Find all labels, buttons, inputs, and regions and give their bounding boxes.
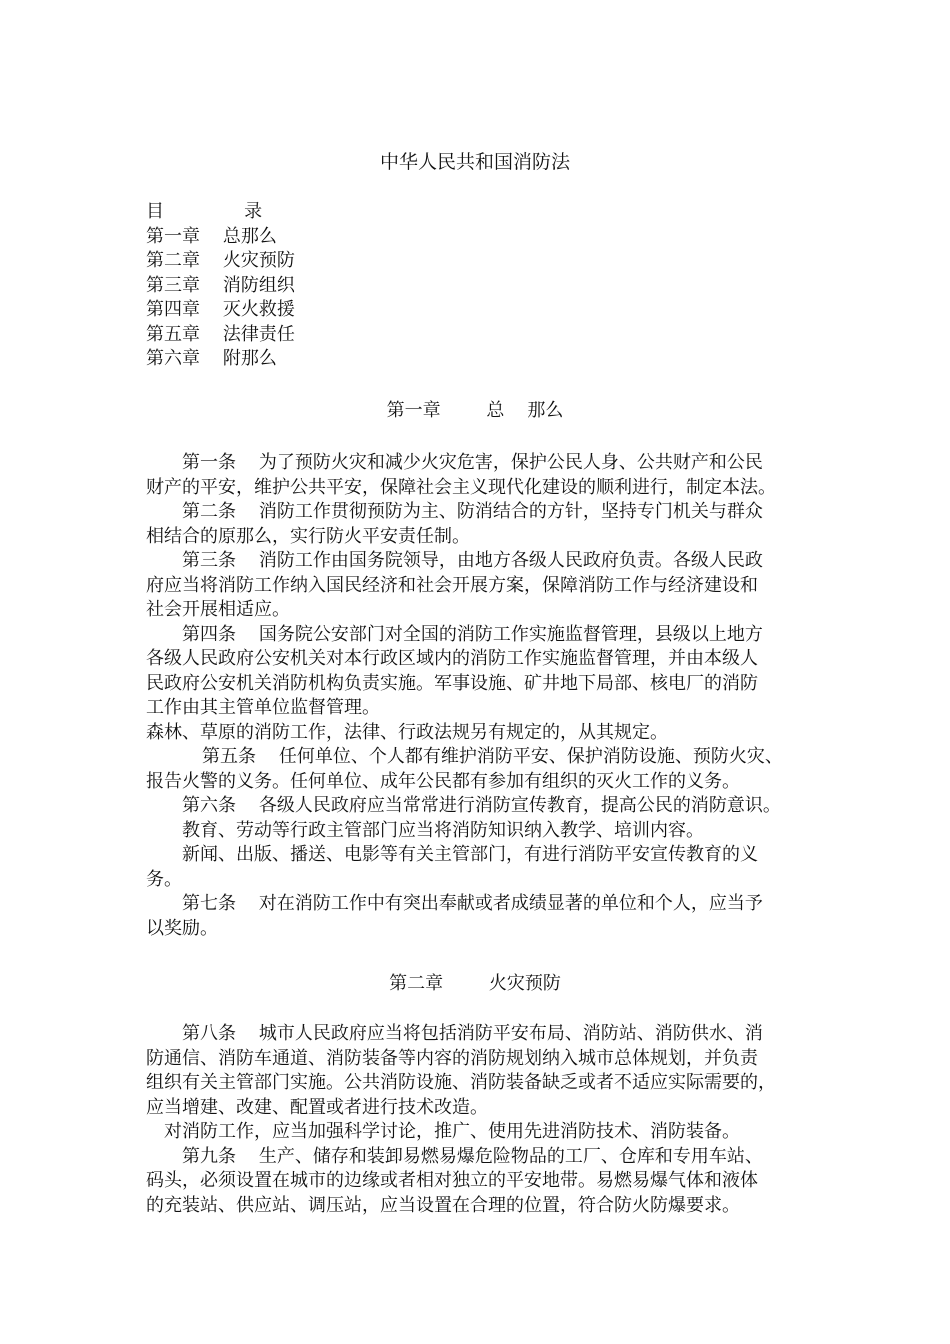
text-line: 第五条 任何单位、个人都有维护消防平安、保护消防设施、预防火灾、: [202, 746, 783, 767]
table-of-contents: [146, 200, 295, 372]
text-line: 第六条 各级人民政府应当常常进行消防宣传教育，提高公民的消防意识。: [182, 795, 781, 816]
chapter-heading: 第二章 火灾预防: [389, 973, 561, 994]
text-line: 务。: [146, 868, 182, 890]
toc-item: 第五章 法律责任: [146, 323, 295, 345]
text-line: 各级人民政府公安机关对本行政区域内的消防工作实施监督管理，并由本级人: [146, 648, 758, 669]
text-line: 以奖励。: [146, 917, 218, 939]
text-line: 第八条 城市人民政府应当将包括消防平安布局、消防站、消防供水、消: [182, 1023, 763, 1044]
text-line: 第九条 生产、储存和装卸易燃易爆危险物品的工厂、仓库和专用车站、: [182, 1145, 763, 1167]
text-line: 的充装站、供应站、调压站，应当设置在合理的位置，符合防火防爆要求。: [146, 1194, 740, 1216]
text-line: 森林、草原的消防工作，法律、行政法规另有规定的，从其规定。: [146, 721, 668, 743]
text-line: 第七条 对在消防工作中有突出奉献或者成绩显著的单位和个人，应当予: [182, 893, 763, 914]
text-line: 民政府公安机关消防机构负责实施。军事设施、矿井地下局部、核电厂的消防: [146, 672, 758, 694]
text-line: 应当增建、改建、配置或者进行技术改造。: [146, 1096, 488, 1118]
toc-item: 第一章 总那么: [146, 225, 277, 247]
text-line: 第二条 消防工作贯彻预防为主、防消结合的方针，坚持专门机关与群众: [182, 501, 763, 522]
text-line: 码头，必须设置在城市的边缘或者相对独立的平安地带。易燃易爆气体和液体: [146, 1170, 758, 1191]
text-line: 相结合的原那么，实行防火平安责任制。: [146, 525, 470, 547]
text-line: 防通信、消防车通道、消防装备等内容的消防规划纳入城市总体规划，并负责: [146, 1047, 758, 1069]
chapter-1-body: [146, 451, 822, 941]
toc-item: 第三章 消防组织: [146, 274, 295, 296]
text-line: 工作由其主管单位监督管理。: [146, 697, 380, 718]
text-line: 报告火警的义务。任何单位、成年公民都有参加有组织的灭火工作的义务。: [146, 770, 740, 792]
chapter-2-body: [146, 1022, 822, 1218]
text-line: 财产的平安，维护公共平安，保障社会主义现代化建设的顺利进行，制定本法。: [146, 476, 776, 498]
text-line: 社会开展相适应。: [146, 599, 290, 620]
text-line: 教育、劳动等行政主管部门应当将消防知识纳入教学、培训内容。: [182, 819, 704, 841]
toc-heading: 目 录: [146, 201, 263, 222]
text-line: 第一条 为了预防火灾和减少火灾危害，保护公民人身、公共财产和公民: [182, 452, 763, 473]
text-line: 对消防工作，应当加强科学讨论，推广、使用先进消防技术、消防装备。: [164, 1121, 740, 1142]
toc-item: 第二章 火灾预防: [146, 250, 295, 271]
text-line: 府应当将消防工作纳入国民经济和社会开展方案，保障消防工作与经济建设和: [146, 574, 758, 596]
chapter-heading: 第一章 总 那么: [386, 400, 564, 421]
text-line: 组织有关主管部门实施。公共消防设施、消防装备缺乏或者不适应实际需要的，: [146, 1072, 776, 1093]
text-line: 新闻、出版、播送、电影等有关主管部门，有进行消防平安宣传教育的义: [182, 844, 758, 865]
document-title: 中华人民共和国消防法: [379, 151, 570, 173]
toc-item: 第六章 附那么: [146, 348, 277, 369]
toc-item: 第四章 灭火救援: [146, 299, 295, 320]
text-line: 第三条 消防工作由国务院领导，由地方各级人民政府负责。各级人民政: [182, 550, 763, 571]
text-line: 第四条 国务院公安部门对全国的消防工作实施监督管理，县级以上地方: [182, 623, 763, 645]
